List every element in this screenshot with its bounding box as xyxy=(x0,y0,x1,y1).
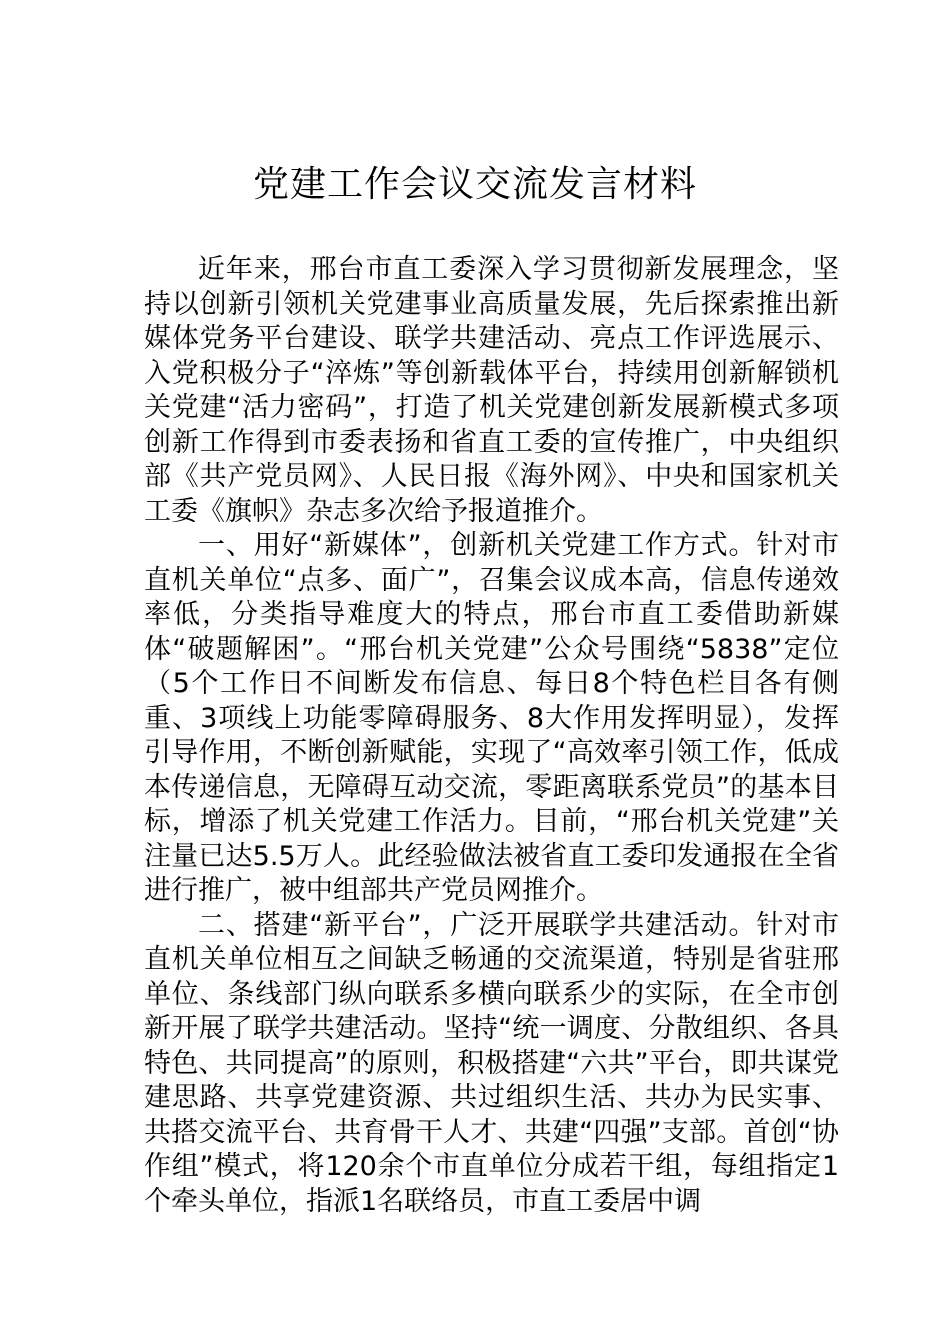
document-body xyxy=(144,253,839,1219)
paragraph-section-2 xyxy=(144,909,839,1220)
section-heading: 二、搭建“新平台”，广泛开展联学共建活动。 xyxy=(198,909,757,941)
paragraph-section-1 xyxy=(144,529,839,909)
paragraph-intro xyxy=(144,253,839,529)
paragraph-text: 针对市直机关单位“点多、面广”，召集会议成本高，信息传递效率低，分类指导难度大的特点，邢台市直工委借助新媒体“破题解困”。“邢台机关党建”公众号围绕“5838”定位（5个工作日不间断发布信息、每日8个特色栏目各有侧重、3项线上功能零障碍服务、8大作用发挥明显），发挥引导作用，不断创新赋能，实现了“高效率引领工作，低成本传递信息，无障碍互动交流，零距离联系党员”的基本目标，增添了机关党建工作活力。目前，“邢台机关党建”关注量已达5.5万人。此经验做法被省直工委印发通报在全省进行推广，被中组部共产党员网推介。 xyxy=(144,530,839,906)
paragraph-text: 针对市直机关单位相互之间缺乏畅通的交流渠道，特别是省驻邢单位、条线部门纵向联系多横向联系少的实际，在全市创新开展了联学共建活动。坚持“统一调度、分散组织、各具特色、共同提高”的原则，积极搭建“六共”平台，即共谋党建思路、共享党建资源、共过组织生活、共办为民实事、共搭交流平台、共育骨干人才、共建“四强”支部。首创“协作组”模式，将120余个市直单位分成若干组，每组指定1个牵头单位，指派1名联络员，市直工委居中调 xyxy=(144,909,839,1217)
paragraph-text: 近年来，邢台市直工委深入学习贯彻新发展理念，坚持以创新引领机关党建事业高质量发展，先后探索推出新媒体党务平台建设、联学共建活动、亮点工作评选展示、入党积极分子“淬炼”等创新载体平台，持续用创新解锁机关党建“活力密码”，打造了机关党建创新发展新模式多项创新工作得到市委表扬和省直工委的宣传推广，中央组织部《共产党员网》、人民日报《海外网》、中央和国家机关工委《旗帜》杂志多次给予报道推介。 xyxy=(144,254,839,527)
section-heading: 一、用好“新媒体”，创新机关党建工作方式。 xyxy=(198,530,757,561)
document-title: 党建工作会议交流发言材料 xyxy=(252,164,697,205)
